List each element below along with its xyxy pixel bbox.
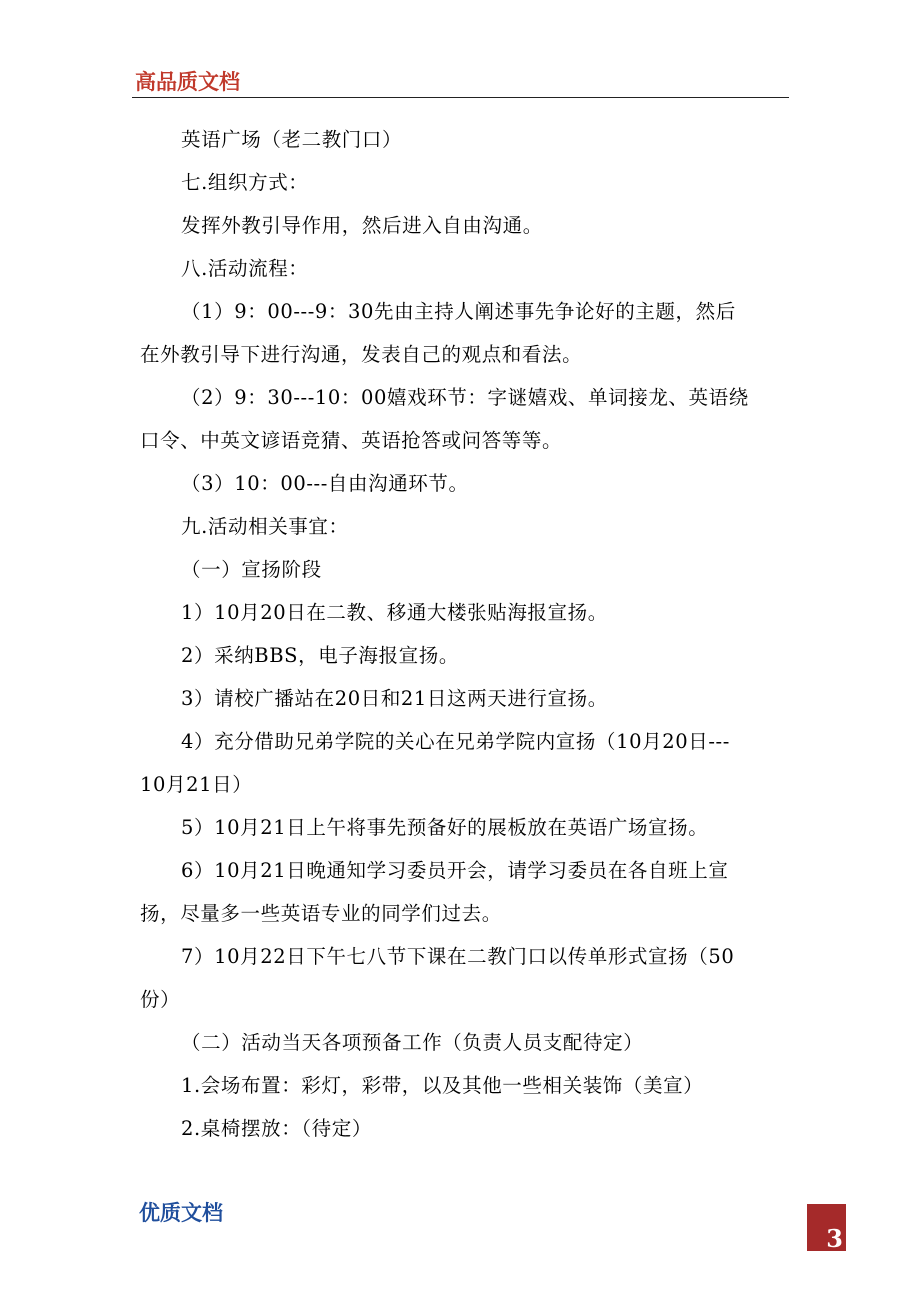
paragraph-line: 5）10月21日上午将事先预备好的展板放在英语广场宣扬。: [181, 816, 709, 839]
paragraph-line: 2）采纳BBS，电子海报宣扬。: [181, 644, 459, 667]
header-divider: [132, 97, 789, 98]
paragraph-line: 扬，尽量多一些英语专业的同学们过去。: [140, 902, 502, 925]
paragraph-line: 九.活动相关事宜：: [181, 515, 349, 538]
paragraph-line: 6）10月21日晚通知学习委员开会，请学习委员在各自班上宣: [181, 859, 729, 882]
paragraph-line: 3）请校广播站在20日和21日这两天进行宣扬。: [181, 687, 608, 710]
paragraph-line: （2）9：30---10：00嬉戏环节：字谜嬉戏、单词接龙、英语绕: [181, 386, 749, 409]
paragraph-line: 1）10月20日在二教、移通大楼张贴海报宣扬。: [181, 601, 608, 624]
paragraph-line: 英语广场（老二教门口）: [181, 128, 403, 151]
paragraph-line: （1）9：00---9：30先由主持人阐述事先争论好的主题，然后: [181, 300, 736, 323]
page-number: 3: [826, 1224, 843, 1253]
paragraph-line: 发挥外教引导作用，然后进入自由沟通。: [181, 214, 543, 237]
paragraph-line: 七.组织方式：: [181, 171, 309, 194]
paragraph-line: 4）充分借助兄弟学院的关心在兄弟学院内宣扬（10月20日---: [181, 730, 730, 753]
paragraph-line: 口令、中英文谚语竞猜、英语抢答或问答等等。: [140, 429, 563, 452]
document-body: [140, 118, 788, 1150]
paragraph-line: 在外教引导下进行沟通，发表自己的观点和看法。: [140, 343, 583, 366]
header-title: 高品质文档: [135, 70, 240, 94]
paragraph-line: 2.桌椅摆放：（待定）: [181, 1117, 372, 1140]
paragraph-line: 份）: [140, 988, 181, 1011]
page-number-badge: [807, 1204, 846, 1251]
paragraph-line: 八.活动流程：: [181, 257, 309, 280]
footer-title: 优质文档: [139, 1201, 223, 1225]
paragraph-line: （二）活动当天各项预备工作（负责人员支配待定）: [181, 1031, 644, 1054]
paragraph-line: 7）10月22日下午七八节下课在二教门口以传单形式宣扬（50: [181, 945, 735, 968]
paragraph-line: 1.会场布置：彩灯，彩带，以及其他一些相关装饰（美宣）: [181, 1074, 704, 1097]
paragraph-line: （3）10：00---自由沟通环节。: [181, 472, 469, 495]
paragraph-line: 10月21日）: [140, 773, 253, 796]
paragraph-line: （一）宣扬阶段: [181, 558, 322, 581]
